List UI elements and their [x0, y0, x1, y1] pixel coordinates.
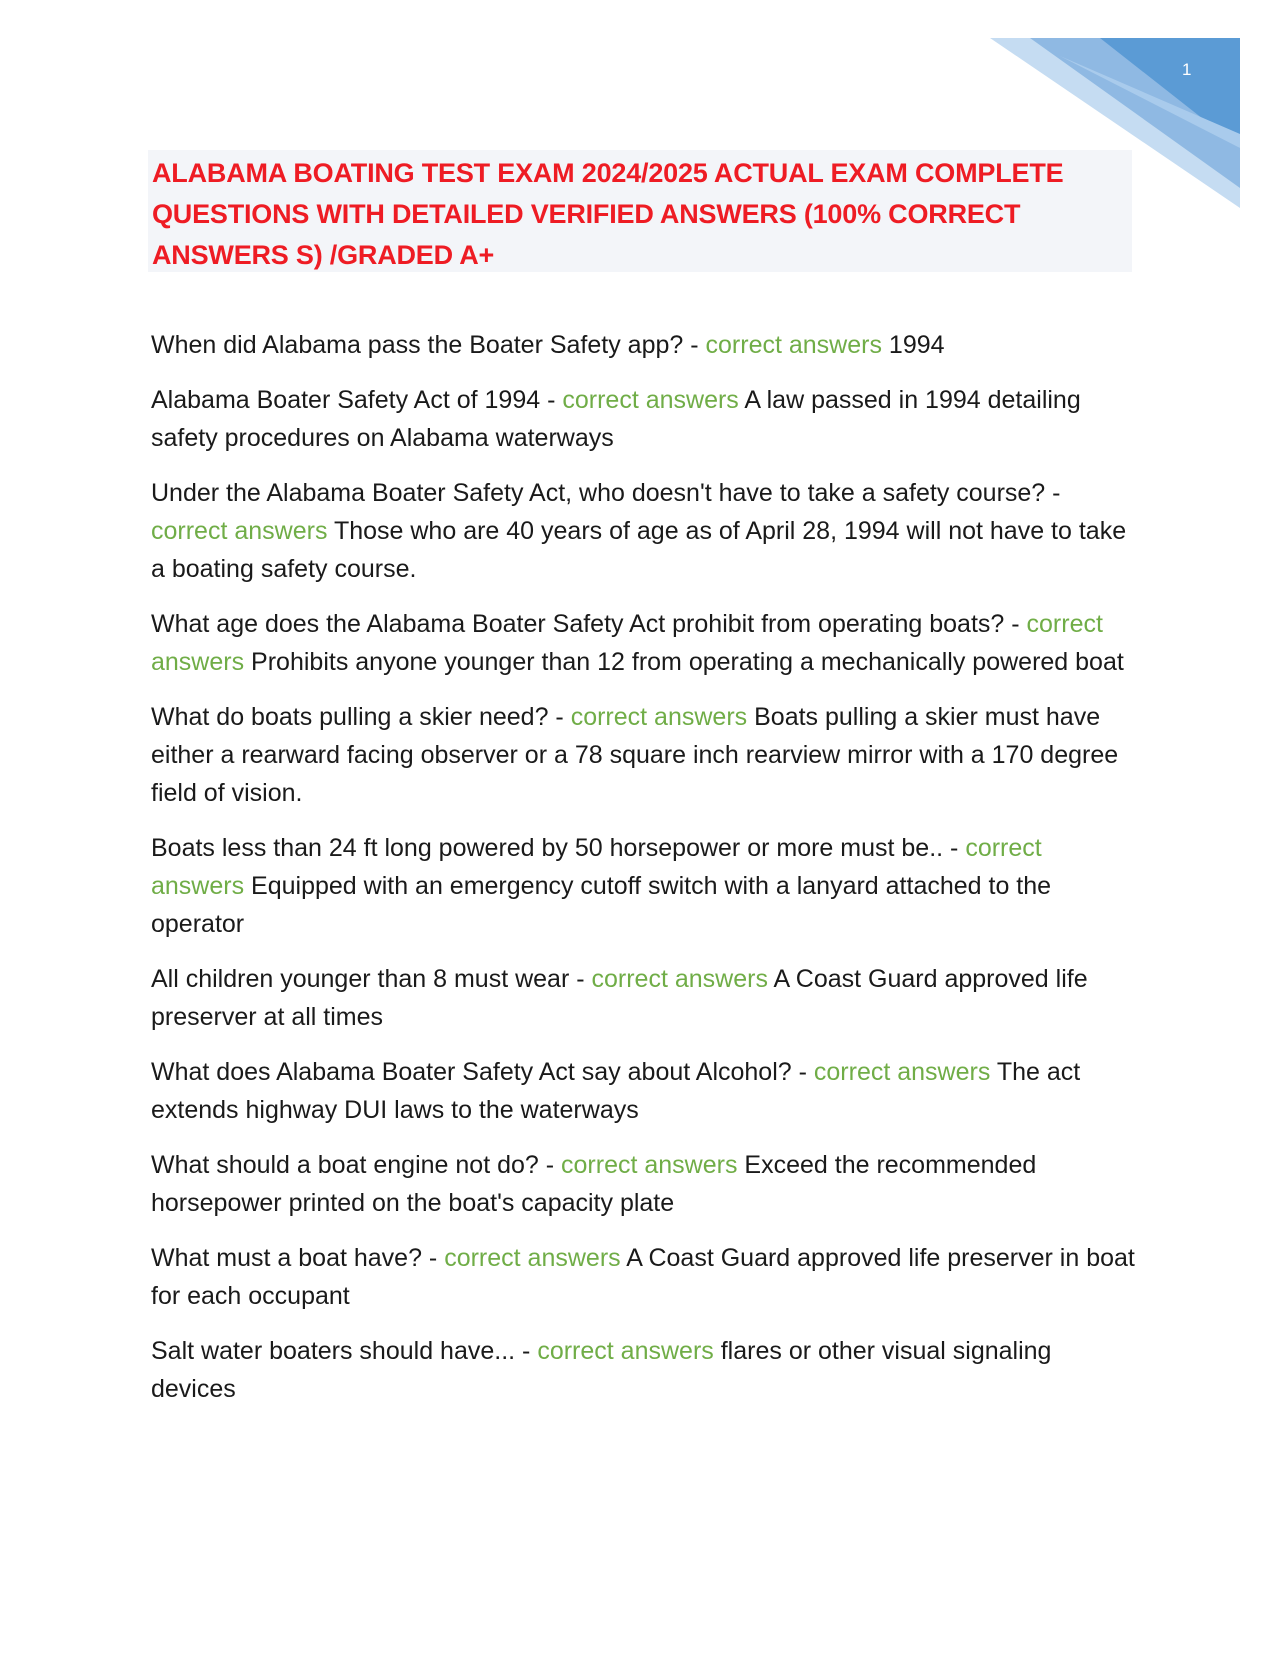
qa-item [151, 1332, 1141, 1408]
answer-text: Prohibits anyone younger than 12 from operating a mechanically powered boat [251, 648, 1124, 676]
answer-label: correct answers [444, 1244, 621, 1272]
answer-text: A Coast Guard approved life preserver at all times [151, 965, 1088, 1031]
answer-label: correct answers [151, 517, 328, 545]
answer-text: Equipped with an emergency cutoff switch with a lanyard attached to the operator [151, 872, 1052, 938]
question-text: What should a boat engine not do? - [151, 1151, 562, 1179]
question-text: What does Alabama Boater Safety Act say about Alcohol? - [151, 1058, 814, 1086]
answer-text: Boats pulling a skier must have either a rearward facing observer or a 78 square inch rearview mirror with a 170 degree field of vision. [151, 703, 1119, 807]
qa-item [151, 326, 1141, 364]
qa-item [151, 605, 1141, 681]
question-text: Under the Alabama Boater Safety Act, who doesn't have to take a safety course? - [151, 479, 1061, 507]
answer-label: correct answers [151, 610, 1103, 676]
answer-text: The act extends highway DUI laws to the waterways [151, 1058, 1081, 1124]
answer-label: correct answers [562, 386, 739, 414]
question-text: Alabama Boater Safety Act of 1994 - [151, 386, 563, 414]
question-text: What must a boat have? - [151, 1244, 445, 1272]
qa-item [151, 1239, 1141, 1315]
answer-text: Those who are 40 years of age as of April 28, 1994 will not have to take a boating safety course. [151, 517, 1127, 583]
answer-text: A law passed in 1994 detailing safety procedures on Alabama waterways [151, 386, 1081, 452]
qa-list [151, 326, 1141, 1425]
qa-item [151, 829, 1141, 943]
question-text: Salt water boaters should have... - [151, 1337, 538, 1365]
question-text: Boats less than 24 ft long powered by 50 horsepower or more must be.. - [151, 834, 966, 862]
question-text: What age does the Alabama Boater Safety Act prohibit from operating boats? - [151, 610, 1027, 638]
qa-item [151, 960, 1141, 1036]
question-text: When did Alabama pass the Boater Safety app? - [151, 331, 706, 359]
question-text: What do boats pulling a skier need? - [151, 703, 571, 731]
answer-label: correct answers [813, 1058, 991, 1086]
answer-text: flares or other visual signaling devices [151, 1337, 1052, 1403]
answer-label: correct answers [705, 331, 882, 359]
qa-item [151, 1053, 1141, 1129]
qa-item [151, 381, 1141, 457]
qa-item [151, 474, 1141, 588]
answer-label: correct answers [561, 1151, 738, 1179]
qa-item [151, 698, 1141, 812]
qa-item [151, 1146, 1141, 1222]
page-number: 1 [1182, 60, 1192, 79]
answer-label: correct answers [537, 1337, 714, 1365]
answer-label: correct answers [591, 965, 768, 993]
answer-label: correct answers [570, 703, 748, 731]
answer-text: Exceed the recommended horsepower printed on the boat's capacity plate [151, 1151, 1037, 1217]
document-title: ALABAMA BOATING TEST EXAM 2024/2025 ACTUAL EXAM COMPLETE QUESTIONS WITH DETAILED VERIFIED ANSWERS (100% CORRECT ANSWERS S) /GRADED A+ [152, 158, 1064, 270]
answer-label: correct answers [151, 834, 1042, 900]
answer-text: 1994 [888, 331, 945, 359]
question-text: All children younger than 8 must wear - [151, 965, 592, 993]
answer-text: A Coast Guard approved life preserver in boat for each occupant [151, 1244, 1135, 1310]
